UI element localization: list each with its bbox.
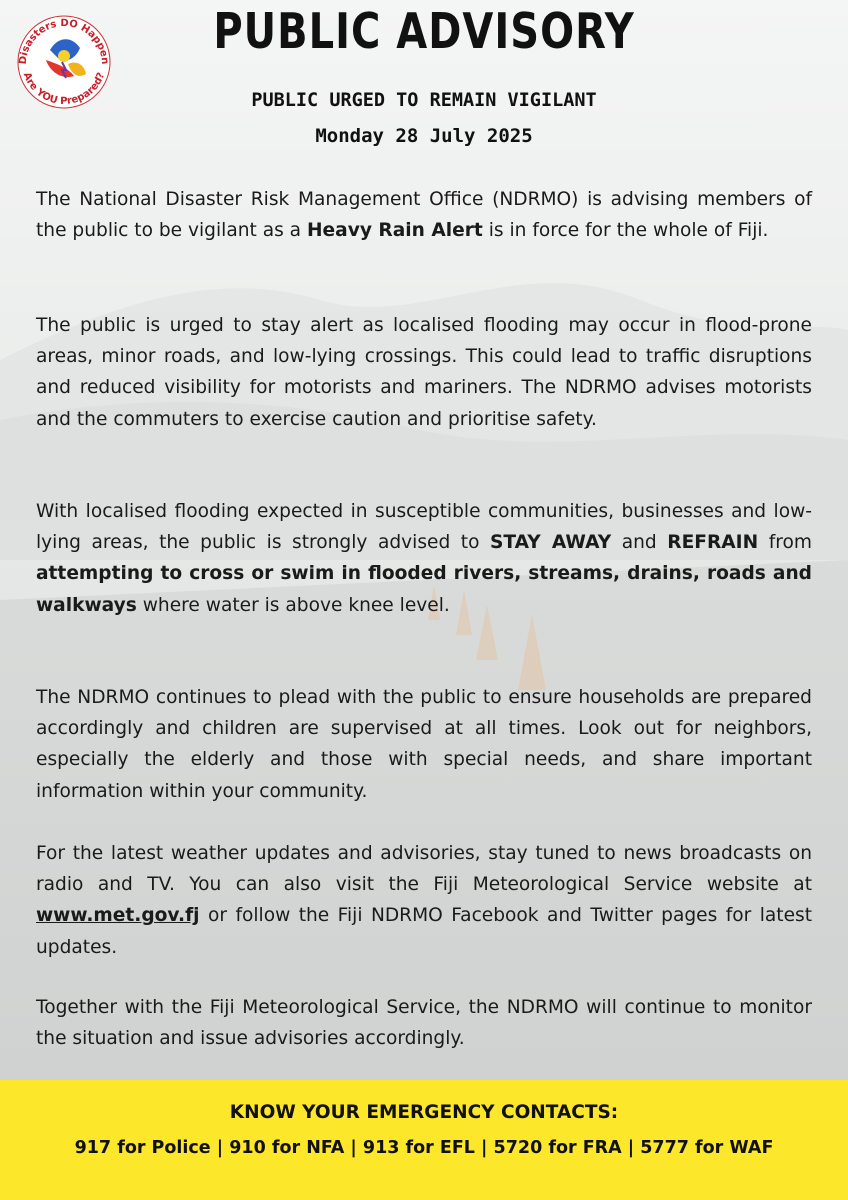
paragraph-stay-away: With localised flooding expected in susceptible communities, businesses and low-lying areas, the public is strongly advised to STAY AWAY and REFRAIN from attempting to cross or swim in flooded rivers, streams, drains, roads and walkways where water is above knee level. xyxy=(36,501,812,616)
page-title: PUBLIC ADVISORY xyxy=(213,4,635,61)
paragraph-heavy-rain-alert: The National Disaster Risk Management Office (NDRMO) is advising members of the public to be vigilant as a Heavy Rain Alert is in force for the whole of Fiji. xyxy=(36,189,812,242)
paragraph-localised-flooding: The public is urged to stay alert as localised flooding may occur in flood-prone areas, minor roads, and low-lying crossings. This could lead to traffic disruptions and reduced visibility for motorists and mariners. The NDRMO advises motorists and the commuters to exercise caution and prioritise safety. xyxy=(36,315,812,430)
stay-away-highlight: STAY AWAY xyxy=(490,532,612,554)
emergency-contacts-banner xyxy=(0,1080,848,1200)
paragraph-weather-updates: For the latest weather updates and advisories, stay tuned to news broadcasts on radio and TV. You can also visit the Fiji Meteorological Service website at www.met.gov.fj or follow the Fiji NDRMO Facebook and Twitter pages for latest updates. xyxy=(36,843,812,958)
met-website-link[interactable]: www.met.gov.fj xyxy=(36,905,200,927)
page-subtitle: PUBLIC URGED TO REMAIN VIGILANT xyxy=(251,90,597,111)
logo-bottom-text: Are YOU Prepared? xyxy=(20,70,108,108)
heavy-rain-alert-highlight: Heavy Rain Alert xyxy=(307,220,483,242)
emergency-contacts-title: KNOW YOUR EMERGENCY CONTACTS: xyxy=(229,1102,619,1123)
refrain-highlight: REFRAIN xyxy=(667,532,759,554)
paragraph-households-prepared: The NDRMO continues to plead with the public to ensure households are prepared accordingly and children are supervised at all times. Look out for neighbors, especially the elderly and those with special needs, and share important information within your community. xyxy=(36,687,812,802)
paragraph-monitoring: Together with the Fiji Meteorological Service, the NDRMO will continue to monitor the situation and issue advisories accordingly. xyxy=(36,997,812,1050)
advisory-date: Monday 28 July 2025 xyxy=(315,125,533,147)
flooded-crossing-warning: attempting to cross or swim in flooded rivers, streams, drains, roads and walkways xyxy=(36,563,812,616)
emergency-contacts-list: 917 for Police | 910 for NFA | 913 for EFL | 5720 for FRA | 5777 for WAF xyxy=(74,1138,774,1158)
logo-top-text: Disasters DO Happen xyxy=(17,17,111,65)
